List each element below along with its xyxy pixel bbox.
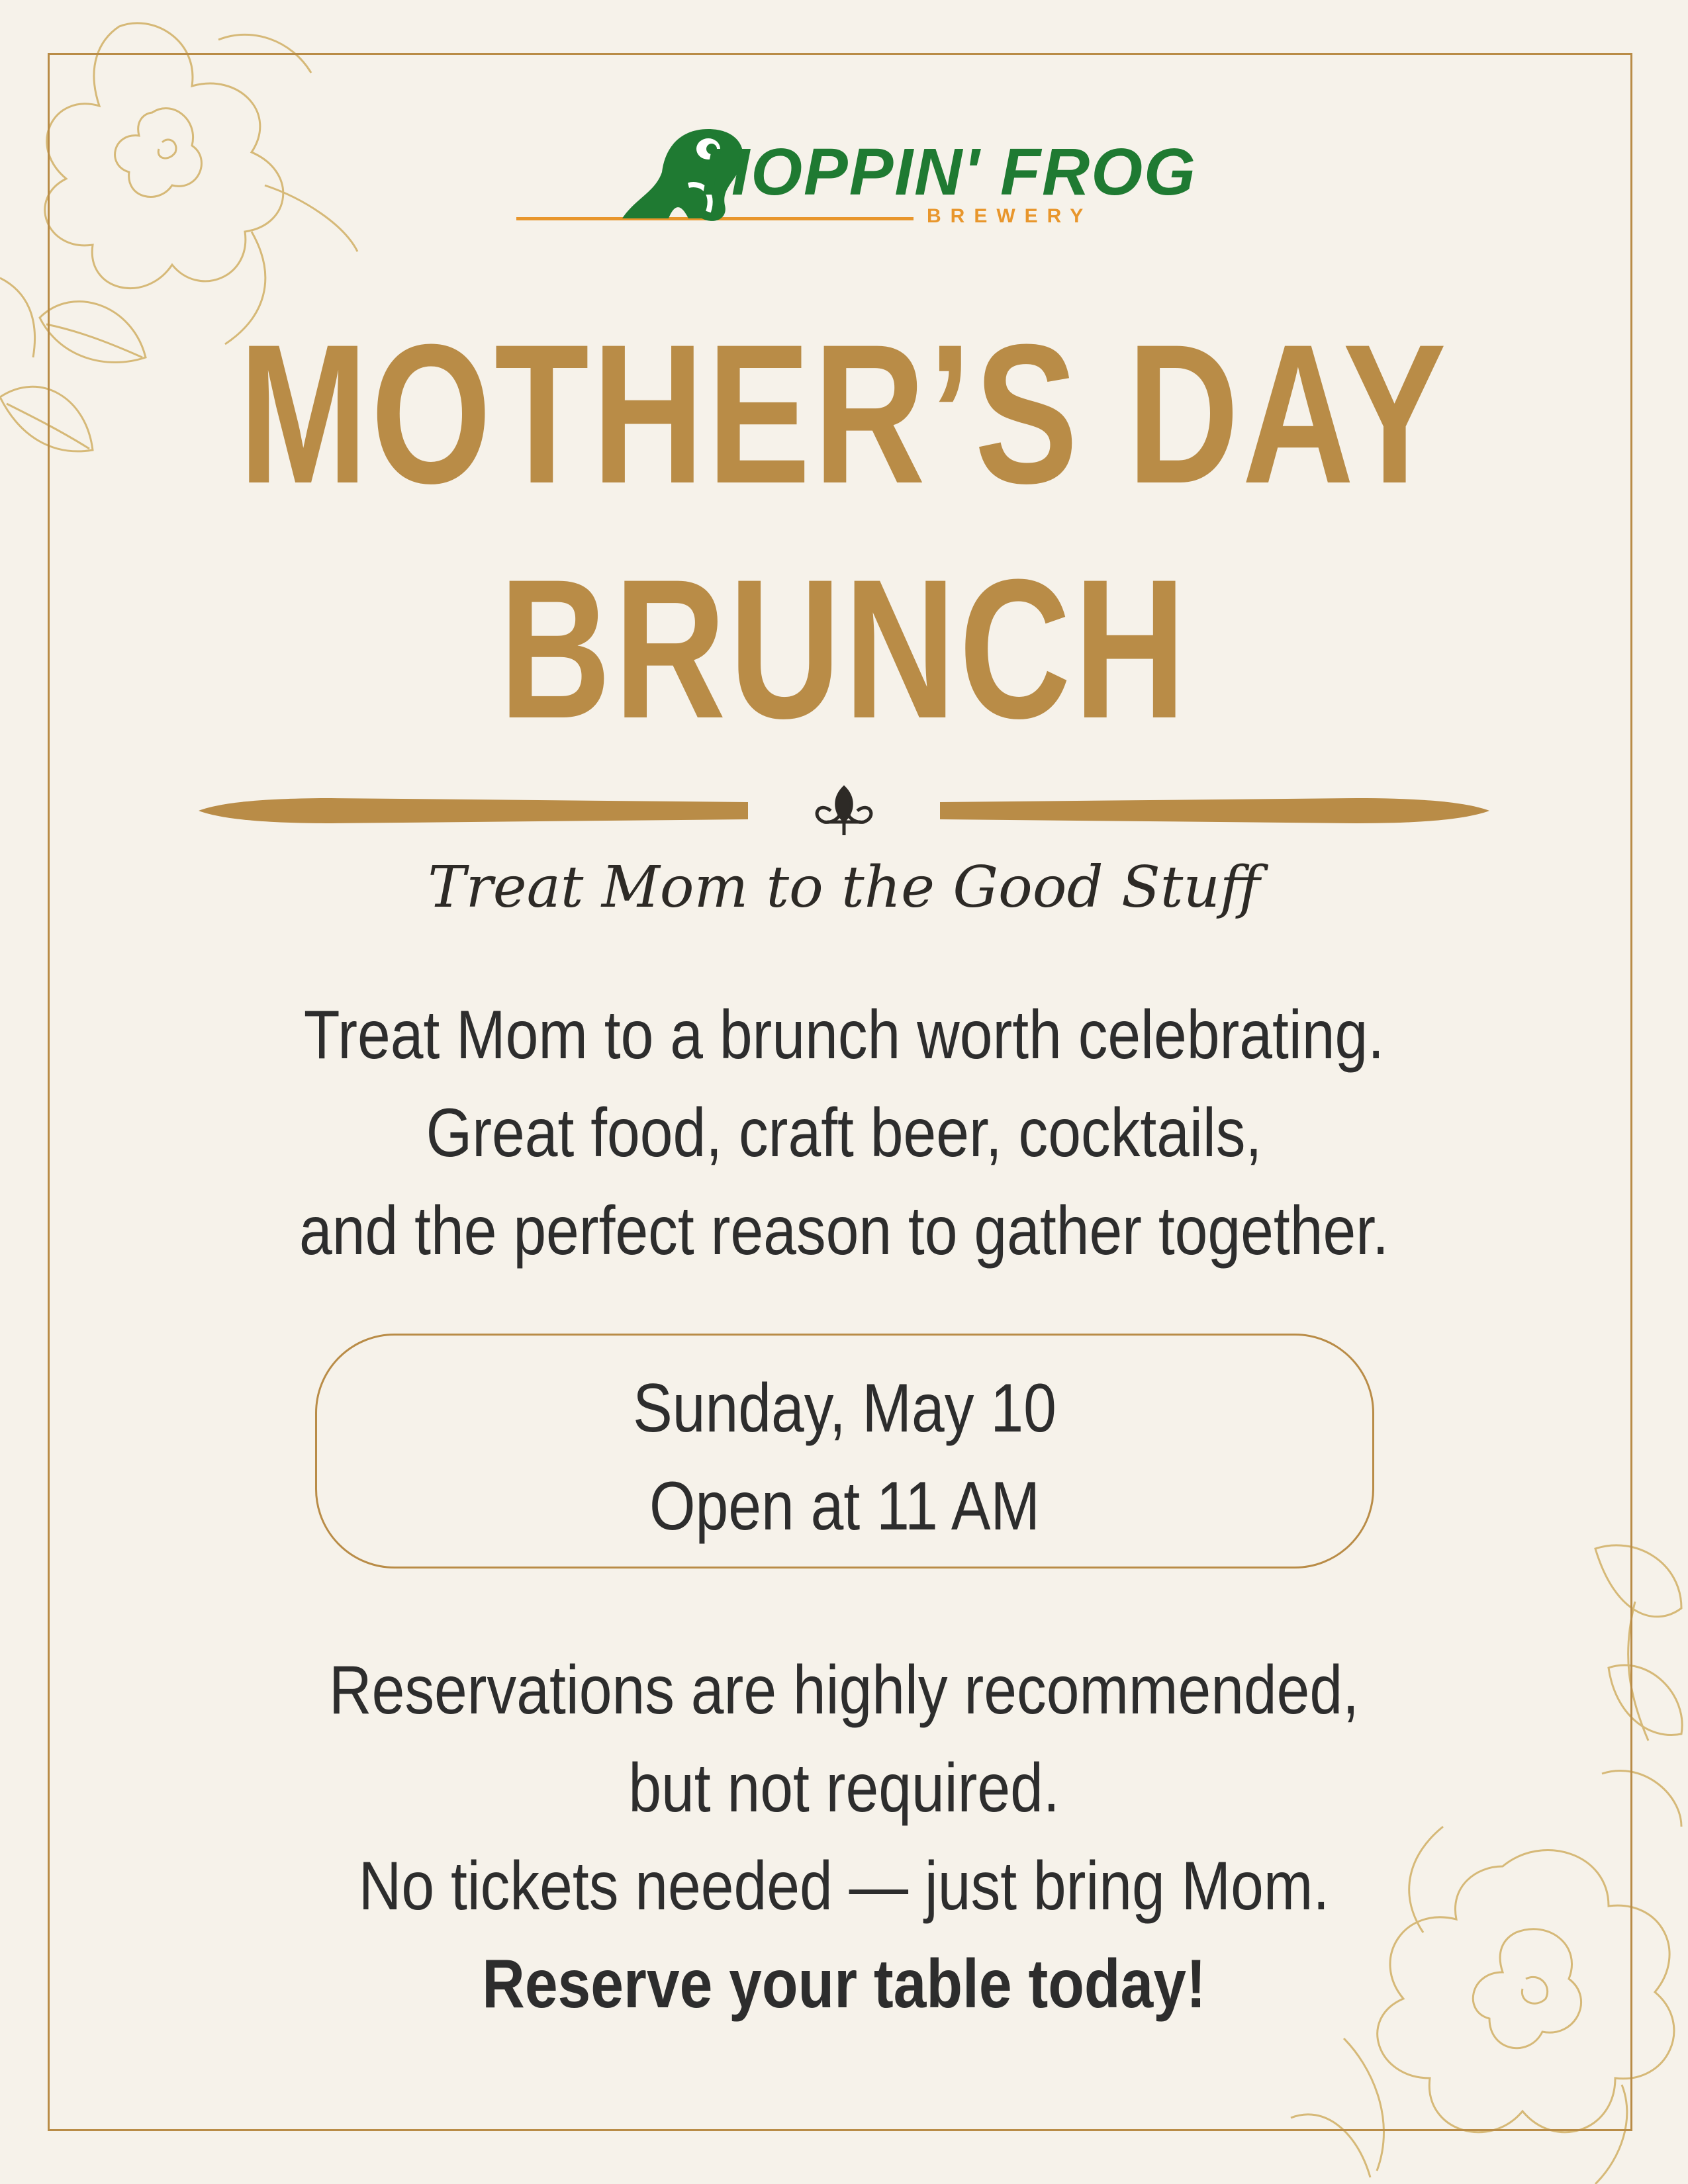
logo-brewery-text: BREWERY [927,205,1093,227]
reservations-line: No tickets needed — just bring Mom. [358,1848,1330,1925]
reserve-call-to-action: Reserve your table today! [482,1946,1206,2023]
intro-line: Great food, craft beer, cocktails, [426,1095,1262,1171]
fleur-de-lis-icon [817,788,871,835]
logo-wordmark: HOPPIN' FROG [702,135,1197,209]
reservations-paragraph [0,1641,1688,2033]
event-details-box [315,1334,1374,1569]
event-date: Sunday, May 10 [633,1370,1056,1447]
page-title-line-1: MOTHER’S DAY [238,302,1450,525]
reservations-line: but not required. [628,1750,1060,1827]
ornamental-divider [199,781,1489,841]
intro-line: and the perfect reason to gather together. [299,1193,1389,1269]
page-title-line-2: BRUNCH [498,537,1190,760]
intro-paragraph [0,986,1688,1280]
reservations-line: Reservations are highly recommended, [328,1652,1360,1729]
intro-line: Treat Mom to a brunch worth celebrating. [303,997,1385,1073]
tagline: Treat Mom to the Good Stuff [428,854,1260,921]
brand-logo [503,119,1197,232]
event-time: Open at 11 AM [649,1468,1041,1545]
